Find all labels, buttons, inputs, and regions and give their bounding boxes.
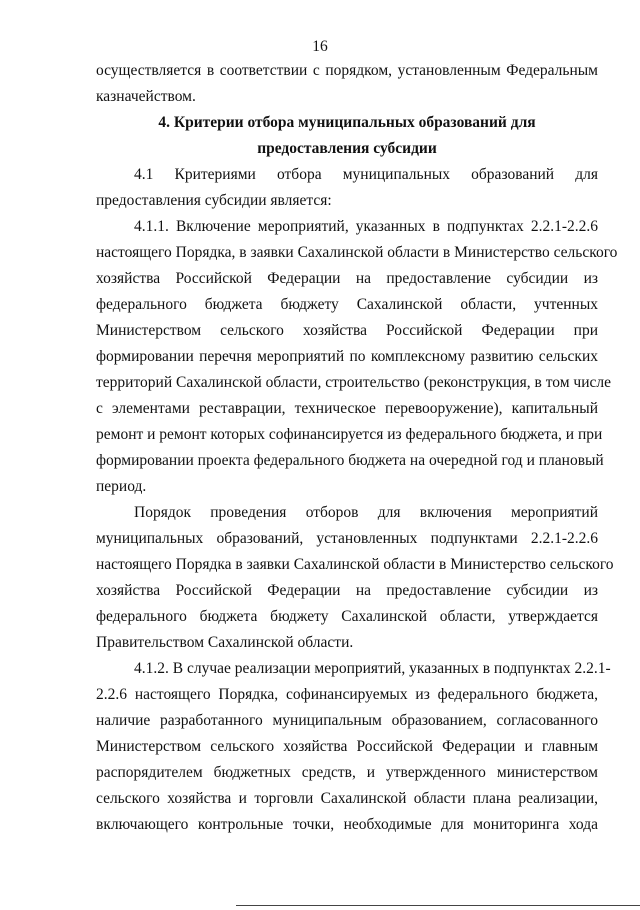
text-line: Министерством сельского хозяйства Российской Федерации и главным bbox=[96, 738, 598, 755]
text-line: 4.1.2. В случае реализации мероприятий, указанных в подпунктах 2.2.1- bbox=[134, 660, 611, 677]
text-line: ремонт и ремонт которых софинансируется из федерального бюджета, и при bbox=[96, 426, 603, 443]
text-line: территорий Сахалинской области, строительство (реконструкция, в том числе bbox=[96, 374, 611, 391]
text-line: период. bbox=[96, 478, 147, 495]
text-line: предоставления субсидии является: bbox=[96, 192, 332, 209]
text-line: казначейством. bbox=[96, 88, 196, 105]
text-line: включающего контрольные точки, необходимые для мониторинга хода bbox=[96, 816, 598, 833]
text-line: наличие разработанного муниципальным образованием, согласованного bbox=[96, 712, 598, 729]
text-line: с элементами реставрации, техническое перевооружение), капитальный bbox=[96, 400, 598, 417]
text-line: осуществляется в соответствии с порядком, установленным Федеральным bbox=[96, 62, 598, 79]
text-line: распорядителем бюджетных средств, и утвержденного министерством bbox=[96, 764, 598, 781]
text-line: формировании проекта федерального бюджета на очередной год и плановый bbox=[96, 452, 604, 469]
text-line: формировании перечня мероприятий по комплексному развитию сельских bbox=[96, 348, 598, 365]
text-line: хозяйства Российской Федерации на предоставление субсидии из bbox=[96, 270, 598, 287]
text-line: 4.1 Критериями отбора муниципальных образований для bbox=[134, 166, 598, 183]
body-text bbox=[96, 58, 618, 838]
text-line: хозяйства Российской Федерации на предоставление субсидии из bbox=[96, 582, 598, 599]
text-line: настоящего Порядка в заявки Сахалинской области в Министерство сельского bbox=[96, 556, 614, 573]
text-line: 2.2.6 настоящего Порядка, софинансируемых из федерального бюджета, bbox=[96, 686, 598, 703]
text-line: Порядок проведения отборов для включения мероприятий bbox=[134, 504, 598, 521]
text-line: федерального бюджета бюджету Сахалинской области, утверждается bbox=[96, 608, 598, 625]
section-heading-line: 4. Критерии отбора муниципальных образований для bbox=[158, 114, 536, 131]
text-line: муниципальных образований, установленных подпунктами 2.2.1-2.2.6 bbox=[96, 530, 598, 547]
section-heading-line: предоставления субсидии bbox=[257, 140, 437, 157]
text-line: настоящего Порядка, в заявки Сахалинской области в Министерство сельского bbox=[96, 244, 618, 261]
text-line: Правительством Сахалинской области. bbox=[96, 634, 354, 651]
footer-rule bbox=[236, 905, 640, 906]
text-line: сельского хозяйства и торговли Сахалинской области плана реализации, bbox=[96, 790, 598, 807]
page-number: 16 bbox=[312, 38, 328, 55]
text-line: Министерством сельского хозяйства Российской Федерации при bbox=[96, 322, 598, 339]
text-line: 4.1.1. Включение мероприятий, указанных в подпунктах 2.2.1-2.2.6 bbox=[134, 218, 598, 235]
text-line: федерального бюджета бюджету Сахалинской области, учтенных bbox=[96, 296, 598, 313]
